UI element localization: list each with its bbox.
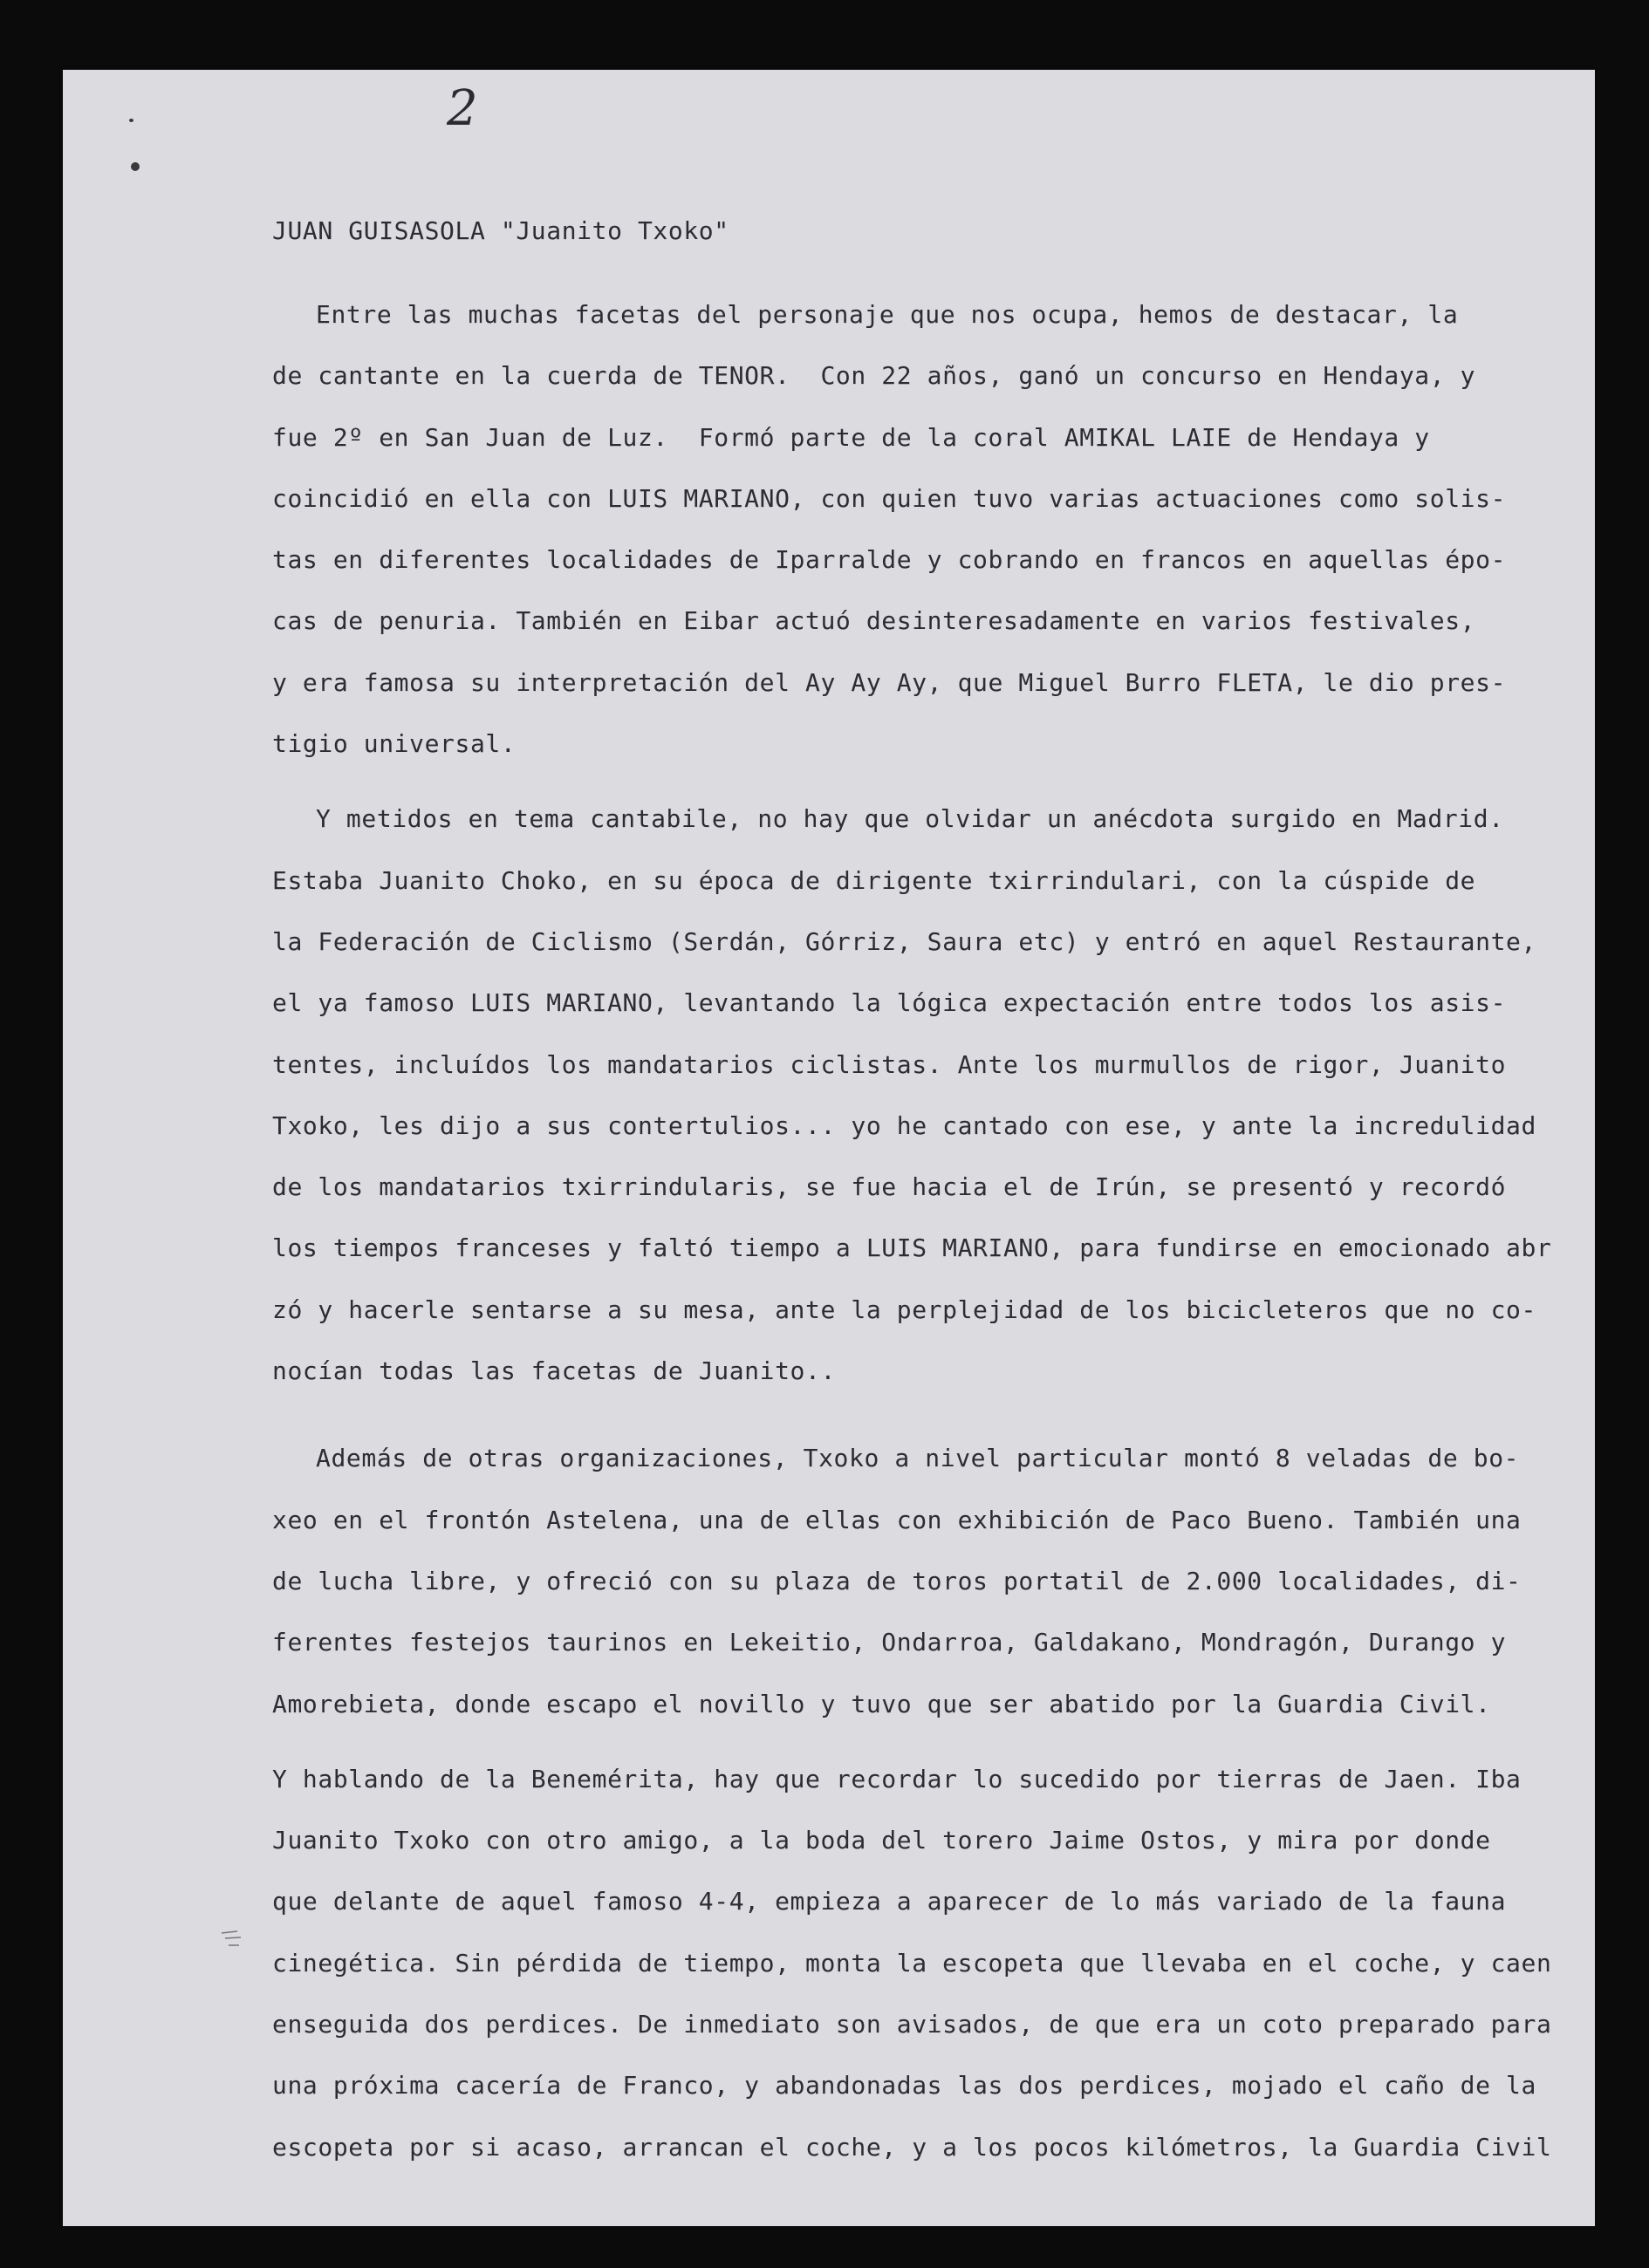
text-line: de lucha libre, y ofreció con su plaza de toros portatil de 2.000 localidades, di- — [272, 1566, 1522, 1595]
paragraph-3 — [272, 1428, 1572, 1734]
text-line: coincidió en ella con LUIS MARIANO, con quien tuvo varias actuaciones como solis- — [272, 483, 1507, 513]
text-line: nocían todas las facetas de Juanito.. — [272, 1356, 836, 1386]
text-line: Y metidos en tema cantabile, no hay que olvidar un anécdota surgido en Madrid. — [316, 804, 1504, 834]
text-line: de los mandatarios txirrindularis, se fue hacia el de Irún, se presentó y recordó — [272, 1172, 1507, 1202]
text-line: Estaba Juanito Choko, en su época de dirigente txirrindulari, con la cúspide de — [272, 865, 1476, 895]
text-line: enseguida dos perdices. De inmediato son avisados, de que era un coto preparado para — [272, 2010, 1552, 2039]
document-page — [63, 70, 1595, 2226]
ink-speck — [129, 119, 133, 122]
handwritten-page-number: 2 — [447, 80, 478, 137]
text-line: y era famosa su interpretación del Ay Ay Ay, que Miguel Burro FLETA, le dio pres- — [272, 667, 1507, 697]
text-line: tigio universal. — [272, 729, 517, 759]
text-line: fue 2º en San Juan de Luz. Formó parte de la coral AMIKAL LAIE de Hendaya y — [272, 422, 1430, 452]
text-line: una próxima cacería de Franco, y abandonadas las dos perdices, mojado el caño de la — [272, 2071, 1536, 2101]
text-line: la Federación de Ciclismo (Serdán, Górriz, Saura etc) y entró en aquel Restaurante, — [272, 926, 1536, 956]
text-line: los tiempos franceses y faltó tiempo a LUIS MARIANO, para fundirse en emocionado abr — [272, 1233, 1552, 1263]
text-line: Y hablando de la Benemérita, hay que recordar lo sucedido por tierras de Jaen. Iba — [272, 1764, 1522, 1793]
paragraph-4 — [272, 1749, 1572, 2178]
pencil-mark — [220, 1926, 272, 1952]
text-line: de cantante en la cuerda de TENOR. Con 22 años, ganó un concurso en Hendaya, y — [272, 361, 1476, 391]
paragraph-1 — [272, 284, 1572, 775]
text-line: Además de otras organizaciones, Txoko a nivel particular montó 8 veladas de bo- — [316, 1444, 1520, 1473]
document-body — [272, 201, 1572, 2192]
text-line: que delante de aquel famoso 4-4, empieza a aparecer de lo más variado de la fauna — [272, 1887, 1507, 1916]
text-line: xeo en el frontón Astelena, una de ellas con exhibición de Paco Bueno. También una — [272, 1505, 1522, 1534]
document-heading: JUAN GUISASOLA "Juanito Txoko" — [272, 216, 729, 245]
text-line: ferentes festejos taurinos en Lekeitio, Ondarroa, Galdakano, Mondragón, Durango y — [272, 1628, 1507, 1657]
text-line: cas de penuria. También en Eibar actuó desinteresadamente en varios festivales, — [272, 606, 1476, 636]
text-line: Txoko, les dijo a sus contertulios... yo he cantado con ese, y ante la incredulidad — [272, 1110, 1536, 1140]
paragraph-2 — [272, 789, 1572, 1402]
text-line: escopeta por si acaso, arrancan el coche, y a los pocos kilómetros, la Guardia Civil — [272, 2132, 1552, 2162]
text-line: zó y hacerle sentarse a su mesa, ante la perplejidad de los bicicleteros que no co- — [272, 1295, 1536, 1324]
text-line: tentes, incluídos los mandatarios ciclistas. Ante los murmullos de rigor, Juanito — [272, 1049, 1507, 1079]
ink-speck — [131, 162, 140, 171]
text-line: cinegética. Sin pérdida de tiempo, monta la escopeta que llevaba en el coche, y caen — [272, 1948, 1552, 1978]
text-line: el ya famoso LUIS MARIANO, levantando la lógica expectación entre todos los asis- — [272, 988, 1507, 1018]
text-line: Entre las muchas facetas del personaje que nos ocupa, hemos de destacar, la — [316, 300, 1459, 329]
text-line: Amorebieta, donde escapo el novillo y tuvo que ser abatido por la Guardia Civil. — [272, 1689, 1491, 1718]
text-line: tas en diferentes localidades de Iparralde y cobrando en francos en aquellas épo- — [272, 545, 1507, 575]
text-line: Juanito Txoko con otro amigo, a la boda del torero Jaime Ostos, y mira por donde — [272, 1826, 1491, 1855]
